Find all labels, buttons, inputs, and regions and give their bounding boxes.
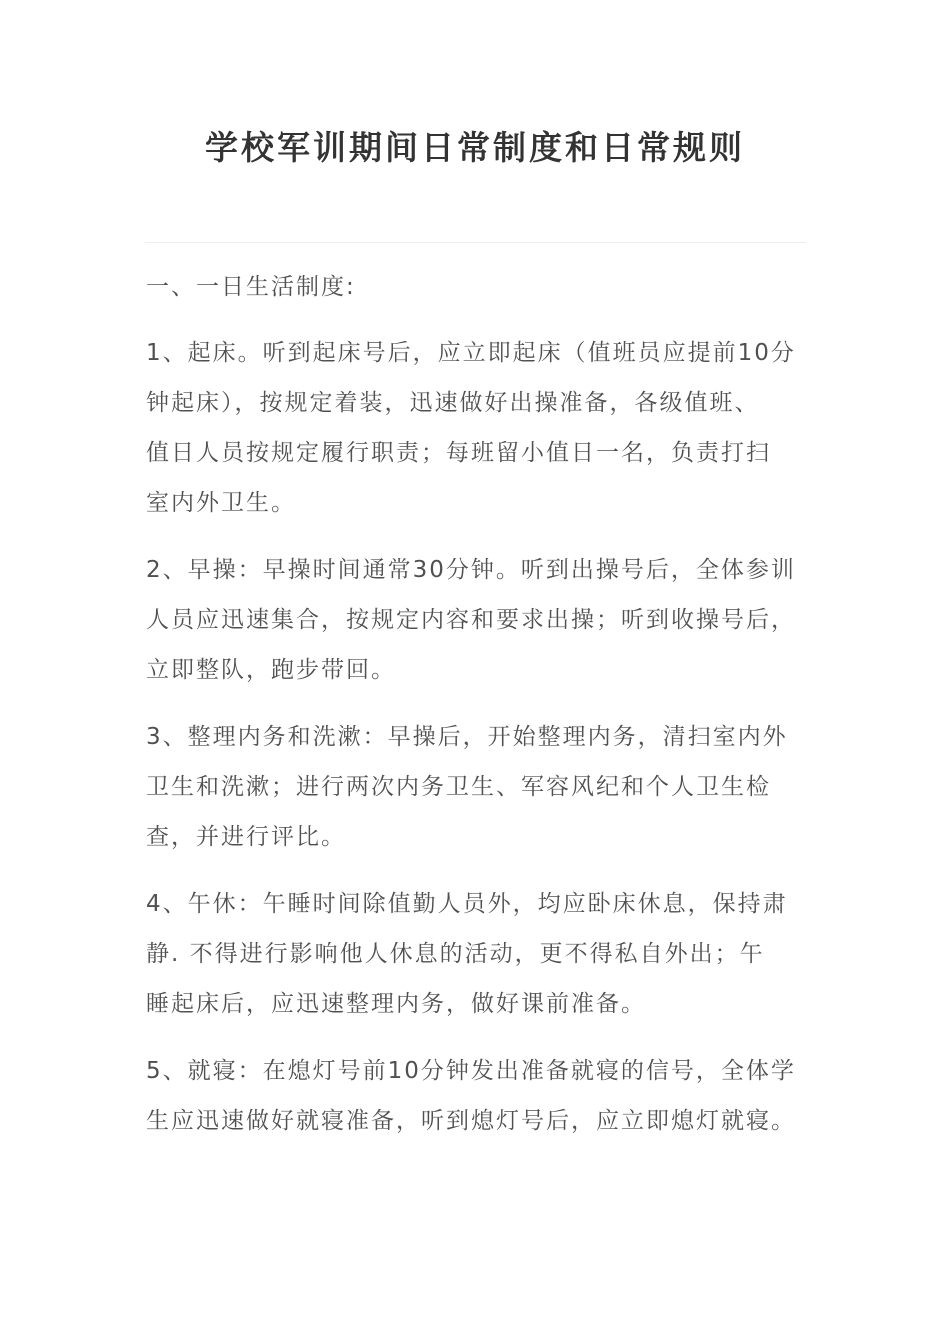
paragraph-line: 生应迅速做好就寝准备，听到熄灯号后，应立即熄灯就寝。 — [146, 1108, 796, 1134]
section-heading: 一、一日生活制度: — [146, 274, 356, 300]
paragraph-wake-up — [146, 328, 806, 528]
title-divider — [145, 242, 806, 243]
paragraph-line: 睡起床后，应迅速整理内务，做好课前准备。 — [146, 991, 646, 1017]
paragraph-line: 室内外卫生。 — [146, 490, 296, 516]
paragraph-morning-exercise — [146, 545, 806, 695]
paragraph-noon-rest — [146, 879, 806, 1029]
paragraph-line: 人员应迅速集合，按规定内容和要求出操；听到收操号后， — [146, 607, 796, 633]
paragraph-line: 2、早操：早操时间通常30分钟。听到出操号后，全体参训 — [146, 557, 796, 583]
paragraph-tidy-and-wash — [146, 712, 806, 862]
paragraph-line: 卫生和洗漱；进行两次内务卫生、军容风纪和个人卫生检 — [146, 774, 771, 800]
paragraph-line: 钟起床），按规定着装，迅速做好出操准备，各级值班、 — [146, 390, 760, 416]
paragraph-line: 值日人员按规定履行职责；每班留小值日一名，负责打扫 — [146, 440, 771, 466]
paragraph-bedtime — [146, 1046, 806, 1146]
paragraph-line: 查，并进行评比。 — [146, 824, 346, 850]
paragraph-line: 1、起床。听到起床号后，应立即起床（值班员应提前10分 — [146, 340, 796, 366]
document-title: 学校军训期间日常制度和日常规则 — [205, 128, 745, 167]
paragraph-line: 5、就寝：在熄灯号前10分钟发出准备就寝的信号，全体学 — [146, 1058, 796, 1084]
paragraph-line: 静. 不得进行影响他人休息的活动，更不得私自外出；午 — [146, 941, 765, 967]
paragraph-line: 立即整队，跑步带回。 — [146, 657, 396, 683]
paragraph-line: 3、整理内务和洗漱：早操后，开始整理内务，清扫室内外 — [146, 724, 788, 750]
paragraph-line: 4、午休：午睡时间除值勤人员外，均应卧床休息，保持肃 — [146, 891, 788, 917]
document-body — [146, 262, 806, 1163]
